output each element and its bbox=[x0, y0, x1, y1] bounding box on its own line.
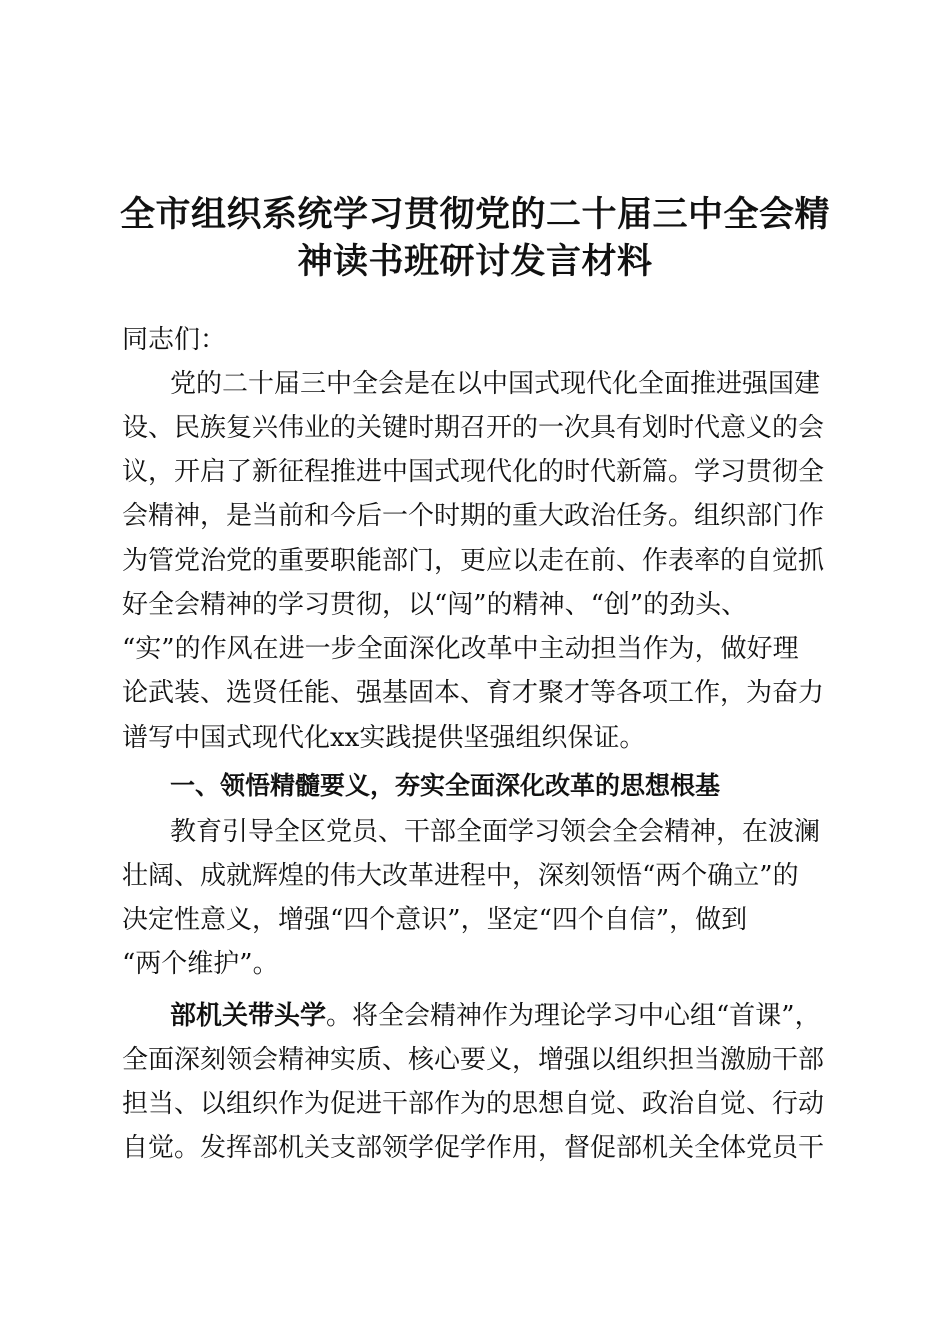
intro-line-7: “实”的作风在进一步全面深化改革中主动担当作为，做好理 bbox=[122, 634, 799, 664]
paragraph-2-line-4: 自觉。发挥部机关支部领学促学作用，督促部机关全体党员干 bbox=[122, 1133, 825, 1163]
paragraph-2-first-rest: 。将全会精神作为理论学习中心组“首课”， bbox=[326, 1001, 821, 1031]
paragraph-2-lead: 部机关带头学 bbox=[170, 1001, 327, 1031]
intro-line-1: 党的二十届三中全会是在以中国式现代化全面推进强国建 bbox=[170, 369, 821, 399]
section-1-line-1: 教育引导全区党员、干部全面学习领会全会精神，在波澜 bbox=[170, 817, 821, 847]
salutation: 同志们： bbox=[122, 325, 227, 355]
document-title-line-2: 神读书班研讨发言材料 bbox=[297, 242, 653, 282]
paragraph-2-line-2: 全面深刻领会精神实质、核心要义，增强以组织担当激励干部 bbox=[122, 1045, 825, 1075]
intro-line-9: 谱写中国式现代化xx实践提供坚强组织保证。 bbox=[122, 723, 646, 753]
intro-line-2: 设、民族复兴伟业的关键时期召开的一次具有划时代意义的会 bbox=[122, 413, 825, 443]
section-1-heading: 一、领悟精髓要义，夯实全面深化改革的思想根基 bbox=[170, 771, 721, 800]
intro-line-4: 会精神，是当前和今后一个时期的重大政治任务。组织部门作 bbox=[122, 501, 825, 531]
section-1-line-4: “两个维护”。 bbox=[122, 949, 279, 979]
intro-line-8: 论武装、选贤任能、强基固本、育才聚才等各项工作，为奋力 bbox=[122, 678, 825, 708]
intro-line-3: 议，开启了新征程推进中国式现代化的时代新篇。学习贯彻全 bbox=[122, 457, 825, 487]
intro-line-6: 好全会精神的学习贯彻，以“闯”的精神、“创”的劲头、 bbox=[122, 590, 748, 620]
paragraph-2-line-1 bbox=[170, 996, 821, 1036]
document-title-line-1: 全市组织系统学习贯彻党的二十届三中全会精 bbox=[119, 195, 830, 235]
paragraph-2-line-3: 担当、以组织作为促进干部作为的思想自觉、政治自觉、行动 bbox=[122, 1089, 825, 1119]
intro-line-5: 为管党治党的重要职能部门，更应以走在前、作表率的自觉抓 bbox=[122, 546, 825, 576]
section-1-line-2: 壮阔、成就辉煌的伟大改革进程中，深刻领悟“两个确立”的 bbox=[122, 861, 799, 891]
section-1-line-3: 决定性意义，增强“四个意识”，坚定“四个自信”，做到 bbox=[122, 905, 748, 935]
